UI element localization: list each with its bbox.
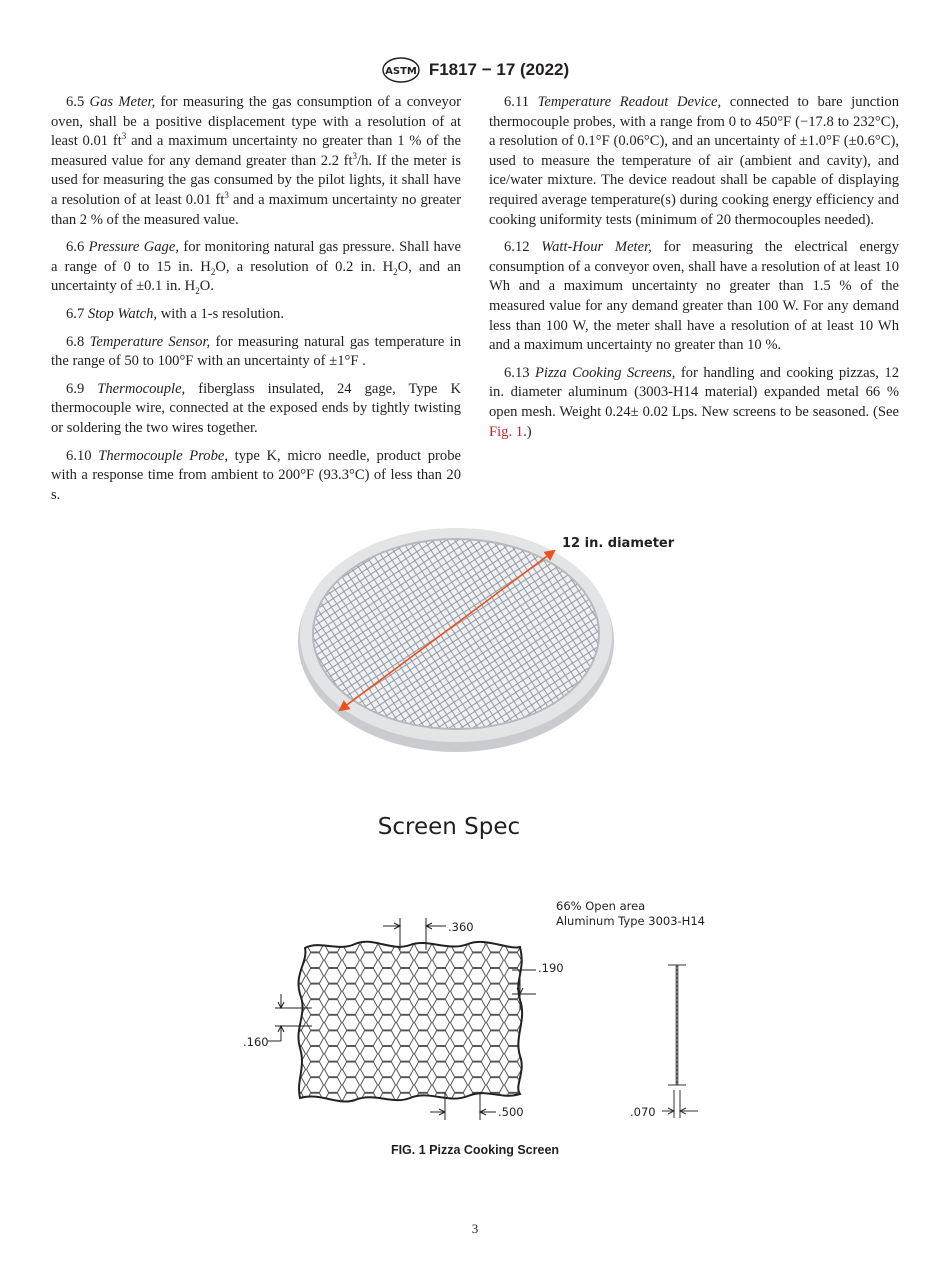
astm-logo-icon bbox=[381, 56, 421, 84]
section-6-11: 6.11 Temperature Readout Device, connected to bare junction thermocouple probes, with a range from 0 to 450°F (−17.8 to 232°C), a resolution of 0.1°F (0.06°C), and an uncertainty of ±1.0°F (±0.6°C), used to measure the temperature of air (ambient and cavity), and ice/water mixture. The device readout shall be capable of displaying required average temperature(s) during cooking energy efficiency and cooking uniformity tests (minimum of 20 thermocouples needed). bbox=[489, 94, 899, 228]
open-area-note: 66% Open area bbox=[556, 899, 646, 913]
page-number: 3 bbox=[471, 1221, 479, 1236]
section-6-8: 6.8 Temperature Sensor, for measuring natural gas temperature in the range of 50 to 100°F with an uncertainty of ±1°F . bbox=[51, 333, 461, 370]
left-column bbox=[51, 93, 461, 513]
dimension-070-label: .070 bbox=[630, 1105, 656, 1119]
dimension-360-label: .360 bbox=[448, 920, 474, 934]
section-6-10: 6.10 Thermocouple Probe, type K, micro needle, product probe with a response time from ambient to 200°F (93.3°C) of less than 20 s. bbox=[51, 447, 461, 503]
dimension-190-label: .190 bbox=[538, 961, 564, 975]
fig-1-link[interactable]: Fig. 1 bbox=[489, 423, 524, 440]
section-6-13: 6.13 Pizza Cooking Screens, for handling and cooking pizzas, 12 in. diameter aluminum (3003-H14 material) expanded metal 66 % open mesh. Weight 0.24± 0.02 Lps. New screens to be seasoned. (See Fig. 1.) bbox=[489, 364, 899, 440]
dimension-160-label: .160 bbox=[243, 1035, 269, 1049]
right-column bbox=[489, 93, 899, 450]
pizza-screen-disc bbox=[298, 528, 614, 752]
dimension-500-label: .500 bbox=[498, 1105, 524, 1119]
svg-text:ASTM: ASTM bbox=[384, 66, 417, 77]
page-header bbox=[0, 56, 950, 84]
diameter-label: 12 in. diameter bbox=[562, 536, 675, 551]
section-6-9: 6.9 Thermocouple, fiberglass insulated, 24 gage, Type K thermocouple wire, connected at the exposed ends by tightly twisting or soldering the two wires together. bbox=[51, 380, 462, 436]
spec-title: Screen Spec bbox=[377, 814, 521, 840]
mesh-detail-drawing bbox=[298, 942, 522, 1102]
material-note: Aluminum Type 3003-H14 bbox=[556, 914, 705, 928]
screen-side-profile bbox=[662, 965, 698, 1118]
standard-designation: F1817 − 17 (2022) bbox=[428, 60, 570, 79]
pizza-screen-figure bbox=[0, 500, 950, 1120]
section-6-5: 6.5 Gas Meter, for measuring the gas consumption of a conveyor oven, shall be a positive displacement type with a resolution of at least 0.01 $ft^3$ and a maximum uncertainty no greater than 1 % of the measured value for any demand greater than 2.2 $ft^3/h$. If the meter is used for measuring the gas consumed by the pilot lights, it shall have a resolution of at least 0.01 $ft^3$ and a maximum uncertainty no greater than 2 % of the measured value. bbox=[51, 94, 461, 228]
section-6-6: 6.6 Pressure Gage, for monitoring natural gas pressure. Shall have a range of 0 to 15 in. $H_2O$, a resolution of 0.2 in. $H_2O$, and an uncertainty of ±0.1 in. $H_2O$. bbox=[51, 239, 461, 297]
section-6-7: 6.7 Stop Watch, with a 1-s resolution. bbox=[66, 305, 284, 322]
figure-caption: FIG. 1 Pizza Cooking Screen bbox=[390, 1143, 560, 1157]
section-6-12: 6.12 Watt-Hour Meter, for measuring the electrical energy consumption of a conveyor oven, shall have a resolution of at least 10 Wh and a maximum uncertainty no greater than 1.5 % of the measured value for any demand greater than 100 W. For any demand less than 100 W, the meter shall have a resolution of at least 10 Wh and a maximum uncertainty no greater than 10 %. bbox=[489, 239, 899, 354]
